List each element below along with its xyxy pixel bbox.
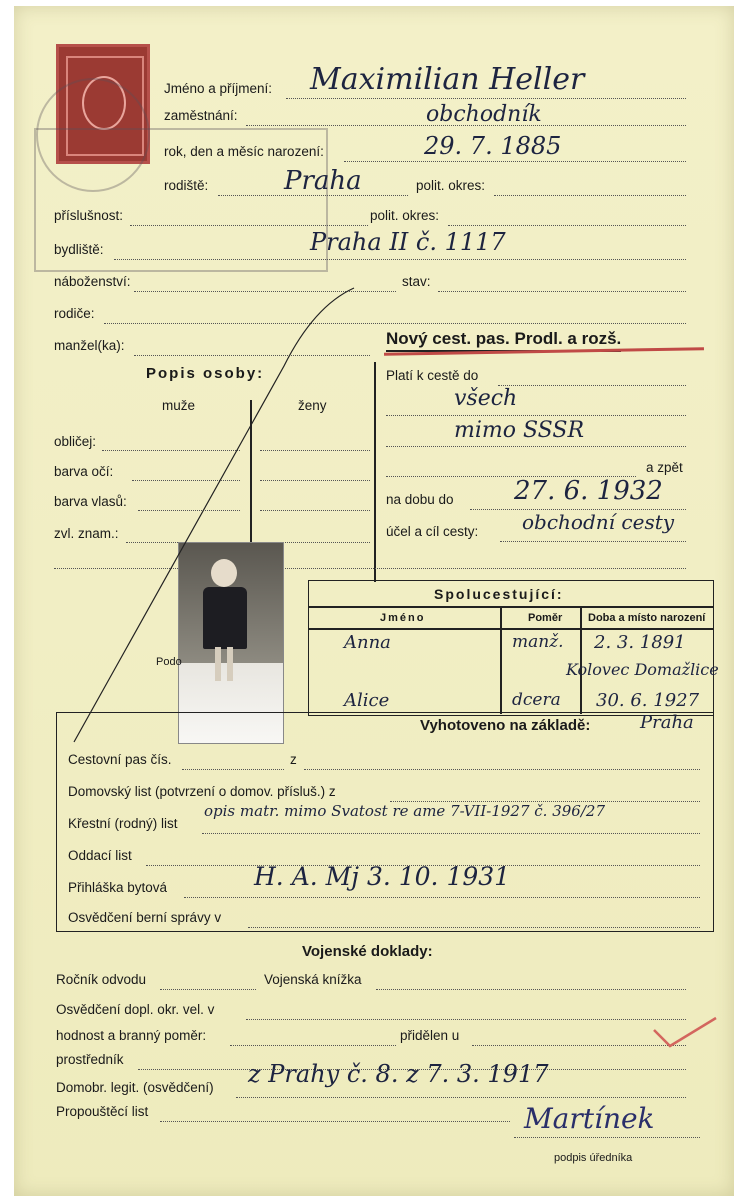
residence-value: Praha II č. 1117 bbox=[310, 228, 506, 256]
companion-1-relation: manž. bbox=[512, 632, 564, 652]
passport-no-line-2 bbox=[304, 769, 700, 770]
parents-label: rodiče: bbox=[54, 306, 95, 321]
religion-label: náboženství: bbox=[54, 274, 131, 289]
companions-col-relation: Poměr bbox=[528, 612, 563, 624]
military-book-line bbox=[376, 989, 686, 990]
official-signature-label: podpis úředníka bbox=[554, 1152, 633, 1164]
military-cert-label: Osvědčení dopl. okr. vel. v bbox=[56, 1002, 215, 1017]
companions-title: Spolucestující: bbox=[434, 586, 564, 602]
baptism-value: opis matr. mimo Svatost re ame 7-VII-1927 č. 396/27 bbox=[204, 802, 605, 820]
period-value: 27. 6. 1932 bbox=[514, 476, 663, 506]
description-title: Popis osoby: bbox=[146, 365, 265, 382]
military-assigned-label: přidělen u bbox=[400, 1028, 460, 1043]
discharge-label: Propouštěcí list bbox=[56, 1104, 149, 1119]
birth-value: 29. 7. 1885 bbox=[424, 132, 562, 160]
companion-1-birth: 2. 3. 1891 bbox=[594, 632, 686, 653]
companion-1-birthplace: Kolovec Domažlice bbox=[566, 660, 719, 679]
period-label: na dobu do bbox=[386, 492, 454, 507]
official-signature: Martínek bbox=[524, 1102, 655, 1135]
valid-label: Platí k cestě do bbox=[386, 368, 479, 383]
purpose-label: účel a cíl cesty: bbox=[386, 524, 479, 539]
companion-1-name: Anna bbox=[344, 632, 391, 653]
discharge-line bbox=[160, 1121, 510, 1122]
legion-label: Domobr. legit. (osvědčení) bbox=[56, 1080, 214, 1095]
polit-okres2-label: polit. okres: bbox=[370, 208, 440, 223]
name-value: Maximilian Heller bbox=[310, 62, 585, 97]
valid-line1-value: všech bbox=[454, 386, 518, 411]
issued-title-value: Praha bbox=[640, 712, 694, 733]
tax-label: Osvědčení berní správy v bbox=[68, 910, 222, 925]
return-label: a zpět bbox=[646, 460, 683, 475]
companions-col-birth: Doba a místo narození bbox=[588, 612, 706, 624]
birthplace-label: rodiště: bbox=[164, 178, 209, 193]
passport-type-heading: Nový cest. pas. Prodl. a rozš. bbox=[386, 328, 621, 352]
intermediary-label: prostředník bbox=[56, 1052, 124, 1067]
baptism-line bbox=[202, 833, 700, 834]
military-title: Vojenské doklady: bbox=[302, 943, 433, 960]
military-rank-line bbox=[230, 1045, 396, 1046]
legion-line bbox=[236, 1097, 686, 1098]
citizenship-label: příslušnost: bbox=[54, 208, 124, 223]
military-year-label: Ročník odvodu bbox=[56, 972, 147, 987]
name-label: Jméno a příjmení: bbox=[164, 81, 273, 96]
military-rank-label: hodnost a branný poměr: bbox=[56, 1028, 207, 1043]
baptism-label: Křestní (rodný) list bbox=[68, 816, 178, 831]
companions-col-div-1 bbox=[500, 606, 502, 714]
marriage-label: Oddací list bbox=[68, 848, 132, 863]
companions-header-line bbox=[308, 628, 714, 630]
marks-label: zvl. znam.: bbox=[54, 526, 119, 541]
military-cert-line bbox=[246, 1019, 686, 1020]
occupation-label: zaměstnání: bbox=[164, 108, 238, 123]
military-year-line bbox=[160, 989, 256, 990]
birthplace-value: Praha bbox=[284, 166, 362, 196]
signature-line bbox=[514, 1137, 700, 1138]
purpose-value: obchodní cesty bbox=[522, 510, 675, 534]
face-label: obličej: bbox=[54, 434, 97, 449]
issued-title: Vyhotoveno na základě: bbox=[420, 717, 591, 734]
female-column-label: ženy bbox=[298, 398, 327, 413]
companion-2-birth: 30. 6. 1927 bbox=[596, 690, 700, 711]
companion-2-relation: dcera bbox=[512, 690, 561, 710]
residence-label: bydliště: bbox=[54, 242, 104, 257]
male-column-label: muže bbox=[162, 398, 196, 413]
signature-stub-label: Podo bbox=[156, 656, 182, 668]
residence-reg-value: H. A. Mj 3. 10. 1931 bbox=[254, 862, 511, 891]
military-book-label: Vojenská knížka bbox=[264, 972, 362, 987]
hair-color-label: barva vlasů: bbox=[54, 494, 127, 509]
companions-col-name: Jméno bbox=[380, 612, 426, 624]
companion-2-name: Alice bbox=[344, 690, 390, 711]
legion-value: z Prahy č. 8. z 7. 3. 1917 bbox=[248, 1060, 549, 1088]
eye-color-label: barva očí: bbox=[54, 464, 114, 479]
residence-reg-label: Přihláška bytová bbox=[68, 880, 168, 895]
passport-no-z: z bbox=[290, 752, 297, 767]
stav-label: stav: bbox=[402, 274, 431, 289]
residence-reg-line bbox=[184, 897, 700, 898]
birth-label: rok, den a měsíc narození: bbox=[164, 144, 324, 159]
spouse-label: manžel(ka): bbox=[54, 338, 125, 353]
passport-application-form bbox=[14, 6, 734, 1196]
companions-title-line bbox=[308, 606, 714, 608]
passport-no-line bbox=[182, 769, 284, 770]
passport-no-label: Cestovní pas čís. bbox=[68, 752, 172, 767]
tax-line bbox=[248, 927, 700, 928]
valid-line2-value: mimo SSSR bbox=[454, 418, 585, 443]
polit-okres-label: polit. okres: bbox=[416, 178, 486, 193]
domovsky-label: Domovský list (potvrzení o domov. přísluš.) z bbox=[68, 784, 336, 799]
red-check-mark bbox=[650, 1012, 720, 1052]
occupation-value: obchodník bbox=[426, 102, 542, 127]
